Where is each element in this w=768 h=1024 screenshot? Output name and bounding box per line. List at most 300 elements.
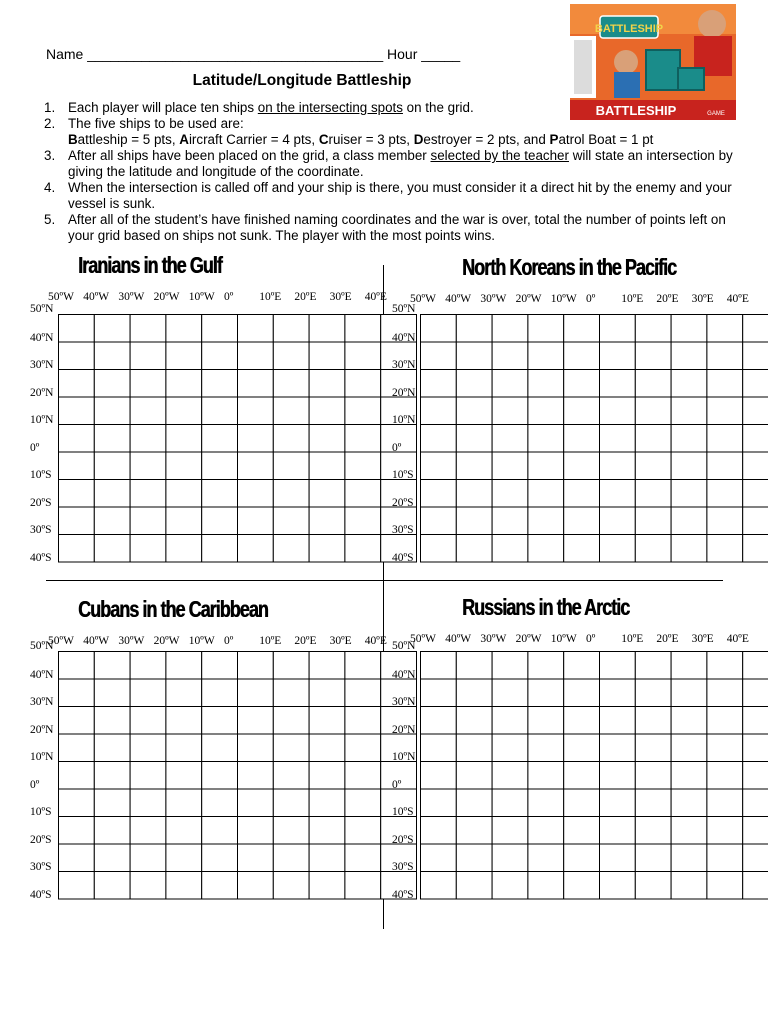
grid-cell[interactable] xyxy=(528,844,564,872)
grid-cell[interactable] xyxy=(130,762,166,790)
grid-cell[interactable] xyxy=(743,507,768,535)
grid-cell[interactable] xyxy=(456,789,492,817)
grid-cell[interactable] xyxy=(456,734,492,762)
grid-cell[interactable] xyxy=(421,315,457,343)
grid-cell[interactable] xyxy=(94,507,130,535)
grid-cell[interactable] xyxy=(59,507,95,535)
grid-cell[interactable] xyxy=(456,425,492,453)
grid-cell[interactable] xyxy=(345,844,381,872)
grid-cell[interactable] xyxy=(528,342,564,370)
grid-cell[interactable] xyxy=(59,707,95,735)
grid-cell[interactable] xyxy=(456,535,492,563)
grid-cell[interactable] xyxy=(130,817,166,845)
grid-cell[interactable] xyxy=(671,789,707,817)
grid-cell[interactable] xyxy=(528,507,564,535)
grid-cell[interactable] xyxy=(130,315,166,343)
grid-cell[interactable] xyxy=(166,370,202,398)
grid-cell[interactable] xyxy=(166,707,202,735)
grid-cell[interactable] xyxy=(421,342,457,370)
grid-cell[interactable] xyxy=(421,452,457,480)
grid-cell[interactable] xyxy=(743,425,768,453)
grid-cell[interactable] xyxy=(345,425,381,453)
grid-cell[interactable] xyxy=(635,844,671,872)
grid-cell[interactable] xyxy=(309,507,345,535)
grid-cell[interactable] xyxy=(309,817,345,845)
grid-cell[interactable] xyxy=(743,370,768,398)
grid-cell[interactable] xyxy=(166,817,202,845)
grid-cell[interactable] xyxy=(238,370,274,398)
grid-cell[interactable] xyxy=(635,507,671,535)
grid-cell[interactable] xyxy=(635,315,671,343)
grid-cell[interactable] xyxy=(202,652,238,680)
grid-cell[interactable] xyxy=(528,762,564,790)
grid-cell[interactable] xyxy=(743,872,768,900)
grid-cell[interactable] xyxy=(59,342,95,370)
grid-cell[interactable] xyxy=(59,315,95,343)
grid-cell[interactable] xyxy=(671,370,707,398)
grid-cell[interactable] xyxy=(309,480,345,508)
grid-cell[interactable] xyxy=(130,789,166,817)
grid-cell[interactable] xyxy=(130,535,166,563)
grid-cell[interactable] xyxy=(421,370,457,398)
grid-cell[interactable] xyxy=(671,425,707,453)
grid-cell[interactable] xyxy=(528,817,564,845)
grid-cell[interactable] xyxy=(635,707,671,735)
grid-cell[interactable] xyxy=(59,789,95,817)
grid-cell[interactable] xyxy=(635,762,671,790)
grid-cell[interactable] xyxy=(492,789,528,817)
grid-cell[interactable] xyxy=(130,844,166,872)
grid-cell[interactable] xyxy=(202,397,238,425)
grid-cell[interactable] xyxy=(456,844,492,872)
grid-cell[interactable] xyxy=(707,370,743,398)
grid-cell[interactable] xyxy=(130,342,166,370)
grid-cell[interactable] xyxy=(492,315,528,343)
grid-cell[interactable] xyxy=(166,397,202,425)
grid-cell[interactable] xyxy=(273,734,309,762)
grid-cell[interactable] xyxy=(600,342,636,370)
grid-cell[interactable] xyxy=(528,452,564,480)
grid-cell[interactable] xyxy=(635,872,671,900)
grid-cell[interactable] xyxy=(564,342,600,370)
grid-cell[interactable] xyxy=(238,452,274,480)
grid-cell[interactable] xyxy=(635,397,671,425)
grid-cell[interactable] xyxy=(94,535,130,563)
grid-cell[interactable] xyxy=(564,707,600,735)
grid-cell[interactable] xyxy=(94,817,130,845)
grid-cell[interactable] xyxy=(421,507,457,535)
grid-cell[interactable] xyxy=(707,342,743,370)
grid-cell[interactable] xyxy=(166,734,202,762)
grid-cell[interactable] xyxy=(421,480,457,508)
grid-cell[interactable] xyxy=(345,734,381,762)
grid-cell[interactable] xyxy=(130,507,166,535)
grid-cell[interactable] xyxy=(59,535,95,563)
grid-cell[interactable] xyxy=(202,789,238,817)
grid-cell[interactable] xyxy=(707,789,743,817)
grid-cell[interactable] xyxy=(456,652,492,680)
grid-cell[interactable] xyxy=(492,679,528,707)
grid-cell[interactable] xyxy=(166,315,202,343)
grid-cell[interactable] xyxy=(59,762,95,790)
grid-cell[interactable] xyxy=(273,762,309,790)
grid-cell[interactable] xyxy=(707,762,743,790)
grid-cell[interactable] xyxy=(671,734,707,762)
grid-cell[interactable] xyxy=(456,679,492,707)
grid-cell[interactable] xyxy=(166,507,202,535)
grid-cell[interactable] xyxy=(166,452,202,480)
grid-cell[interactable] xyxy=(456,480,492,508)
grid-cell[interactable] xyxy=(600,315,636,343)
grid-cell[interactable] xyxy=(671,535,707,563)
grid-cell[interactable] xyxy=(309,315,345,343)
name-blank[interactable]: ______________________________________ xyxy=(87,46,384,62)
grid-cell[interactable] xyxy=(166,844,202,872)
grid-cell[interactable] xyxy=(345,789,381,817)
grid-cell[interactable] xyxy=(492,817,528,845)
grid-cell[interactable] xyxy=(202,817,238,845)
grid-cell[interactable] xyxy=(743,342,768,370)
grid-cell[interactable] xyxy=(166,652,202,680)
grid-cell[interactable] xyxy=(202,480,238,508)
grid-cell[interactable] xyxy=(528,315,564,343)
grid-cell[interactable] xyxy=(600,425,636,453)
grid-cell[interactable] xyxy=(528,872,564,900)
grid-cell[interactable] xyxy=(59,452,95,480)
grid-cell[interactable] xyxy=(345,507,381,535)
grid-cell[interactable] xyxy=(528,535,564,563)
grid-cell[interactable] xyxy=(421,817,457,845)
grid-cell[interactable] xyxy=(492,425,528,453)
grid-cell[interactable] xyxy=(345,652,381,680)
grid-cell[interactable] xyxy=(94,652,130,680)
grid-cell[interactable] xyxy=(528,480,564,508)
grid-cell[interactable] xyxy=(492,535,528,563)
grid-cell[interactable] xyxy=(238,844,274,872)
grid-cell[interactable] xyxy=(564,817,600,845)
grid-cell[interactable] xyxy=(743,652,768,680)
grid-cell[interactable] xyxy=(238,315,274,343)
grid-cell[interactable] xyxy=(707,480,743,508)
grid-cell[interactable] xyxy=(456,370,492,398)
grid-cell[interactable] xyxy=(635,370,671,398)
grid-cell[interactable] xyxy=(130,734,166,762)
grid-cell[interactable] xyxy=(421,872,457,900)
grid-cell[interactable] xyxy=(94,397,130,425)
grid-cell[interactable] xyxy=(273,789,309,817)
grid-cell[interactable] xyxy=(202,425,238,453)
grid-cell[interactable] xyxy=(528,679,564,707)
grid-cell[interactable] xyxy=(130,452,166,480)
grid-cell[interactable] xyxy=(238,397,274,425)
grid-cell[interactable] xyxy=(345,370,381,398)
grid-cell[interactable] xyxy=(528,734,564,762)
grid-cell[interactable] xyxy=(345,679,381,707)
grid-cell[interactable] xyxy=(273,342,309,370)
grid-cell[interactable] xyxy=(202,679,238,707)
grid-cell[interactable] xyxy=(94,707,130,735)
grid-cell[interactable] xyxy=(309,397,345,425)
grid-cell[interactable] xyxy=(671,507,707,535)
grid-cell[interactable] xyxy=(273,507,309,535)
grid-cell[interactable] xyxy=(94,315,130,343)
grid-cell[interactable] xyxy=(273,817,309,845)
grid-cell[interactable] xyxy=(238,480,274,508)
grid-cell[interactable] xyxy=(492,507,528,535)
grid-cell[interactable] xyxy=(166,789,202,817)
grid-cell[interactable] xyxy=(421,734,457,762)
grid-cell[interactable] xyxy=(309,342,345,370)
grid-cell[interactable] xyxy=(309,734,345,762)
grid-cell[interactable] xyxy=(202,315,238,343)
grid-cell[interactable] xyxy=(273,315,309,343)
grid-cell[interactable] xyxy=(456,507,492,535)
grid-cell[interactable] xyxy=(59,734,95,762)
grid-cell[interactable] xyxy=(707,872,743,900)
grid-cell[interactable] xyxy=(671,342,707,370)
grid-cell[interactable] xyxy=(707,315,743,343)
grid-cell[interactable] xyxy=(94,425,130,453)
grid-cell[interactable] xyxy=(707,452,743,480)
grid-cell[interactable] xyxy=(273,480,309,508)
grid-cell[interactable] xyxy=(671,707,707,735)
grid-cell[interactable] xyxy=(238,817,274,845)
grid-cell[interactable] xyxy=(94,370,130,398)
grid-cell[interactable] xyxy=(421,707,457,735)
grid-cell[interactable] xyxy=(456,817,492,845)
grid-cell[interactable] xyxy=(94,789,130,817)
grid-cell[interactable] xyxy=(238,679,274,707)
grid-cell[interactable] xyxy=(492,342,528,370)
grid-cell[interactable] xyxy=(528,707,564,735)
grid-cell[interactable] xyxy=(166,872,202,900)
grid-cell[interactable] xyxy=(273,397,309,425)
grid-cell[interactable] xyxy=(94,762,130,790)
grid-cell[interactable] xyxy=(309,789,345,817)
grid-cell[interactable] xyxy=(309,535,345,563)
grid-cell[interactable] xyxy=(707,679,743,707)
grid-cell[interactable] xyxy=(492,480,528,508)
grid-cell[interactable] xyxy=(600,707,636,735)
grid-cell[interactable] xyxy=(635,679,671,707)
grid-cell[interactable] xyxy=(635,734,671,762)
grid-cell[interactable] xyxy=(273,535,309,563)
grid-cell[interactable] xyxy=(238,872,274,900)
grid-cell[interactable] xyxy=(564,480,600,508)
grid-cell[interactable] xyxy=(600,397,636,425)
grid-cell[interactable] xyxy=(600,652,636,680)
grid-cell[interactable] xyxy=(707,507,743,535)
grid-cell[interactable] xyxy=(421,397,457,425)
grid-cell[interactable] xyxy=(345,397,381,425)
grid-cell[interactable] xyxy=(273,707,309,735)
grid-cell[interactable] xyxy=(166,480,202,508)
grid-cell[interactable] xyxy=(492,762,528,790)
grid-cell[interactable] xyxy=(345,707,381,735)
grid-cell[interactable] xyxy=(743,789,768,817)
grid-cell[interactable] xyxy=(309,872,345,900)
grid-cell[interactable] xyxy=(564,789,600,817)
grid-cell[interactable] xyxy=(707,734,743,762)
grid-cell[interactable] xyxy=(564,315,600,343)
grid-cell[interactable] xyxy=(743,762,768,790)
grid-cell[interactable] xyxy=(238,507,274,535)
grid-cell[interactable] xyxy=(492,452,528,480)
grid-cell[interactable] xyxy=(166,342,202,370)
hour-blank[interactable]: _____ xyxy=(421,46,461,62)
grid-cell[interactable] xyxy=(202,342,238,370)
grid-cell[interactable] xyxy=(743,844,768,872)
grid-cell[interactable] xyxy=(671,480,707,508)
grid-cell[interactable] xyxy=(59,425,95,453)
grid-cell[interactable] xyxy=(202,844,238,872)
grid-cell[interactable] xyxy=(59,370,95,398)
grid-cell[interactable] xyxy=(273,425,309,453)
grid-cell[interactable] xyxy=(492,397,528,425)
grid-cell[interactable] xyxy=(345,452,381,480)
grid-cell[interactable] xyxy=(564,397,600,425)
grid-cell[interactable] xyxy=(59,397,95,425)
grid-cell[interactable] xyxy=(743,679,768,707)
grid-cell[interactable] xyxy=(564,652,600,680)
grid-cell[interactable] xyxy=(743,817,768,845)
grid-cell[interactable] xyxy=(492,370,528,398)
grid-cell[interactable] xyxy=(202,370,238,398)
grid-cell[interactable] xyxy=(345,315,381,343)
grid-cell[interactable] xyxy=(564,844,600,872)
grid-cell[interactable] xyxy=(564,507,600,535)
grid-cell[interactable] xyxy=(635,789,671,817)
grid-cell[interactable] xyxy=(421,762,457,790)
grid-cell[interactable] xyxy=(564,425,600,453)
grid-cell[interactable] xyxy=(345,762,381,790)
grid-cell[interactable] xyxy=(528,397,564,425)
grid-cell[interactable] xyxy=(707,397,743,425)
grid-cell[interactable] xyxy=(743,535,768,563)
grid-cell[interactable] xyxy=(345,872,381,900)
grid-cell[interactable] xyxy=(94,480,130,508)
grid-cell[interactable] xyxy=(671,844,707,872)
grid-cell[interactable] xyxy=(345,480,381,508)
grid-cell[interactable] xyxy=(456,707,492,735)
grid-cell[interactable] xyxy=(166,425,202,453)
grid-cell[interactable] xyxy=(130,370,166,398)
grid-cell[interactable] xyxy=(421,679,457,707)
grid-cell[interactable] xyxy=(707,425,743,453)
grid-cell[interactable] xyxy=(564,452,600,480)
grid-cell[interactable] xyxy=(309,370,345,398)
grid-cell[interactable] xyxy=(238,535,274,563)
grid-cell[interactable] xyxy=(238,652,274,680)
grid-cell[interactable] xyxy=(273,679,309,707)
grid-cell[interactable] xyxy=(707,535,743,563)
grid-cell[interactable] xyxy=(309,762,345,790)
grid-cell[interactable] xyxy=(94,342,130,370)
grid-cell[interactable] xyxy=(202,452,238,480)
grid-cell[interactable] xyxy=(59,844,95,872)
grid-cell[interactable] xyxy=(94,679,130,707)
grid-cell[interactable] xyxy=(600,507,636,535)
grid-cell[interactable] xyxy=(528,425,564,453)
grid-cell[interactable] xyxy=(202,872,238,900)
grid-cell[interactable] xyxy=(671,652,707,680)
grid-cell[interactable] xyxy=(273,844,309,872)
grid-cell[interactable] xyxy=(743,452,768,480)
grid-cell[interactable] xyxy=(600,762,636,790)
grid-cell[interactable] xyxy=(238,425,274,453)
grid-cell[interactable] xyxy=(456,342,492,370)
grid-cell[interactable] xyxy=(309,652,345,680)
grid-cell[interactable] xyxy=(421,535,457,563)
grid-cell[interactable] xyxy=(456,872,492,900)
grid-cell[interactable] xyxy=(421,425,457,453)
grid-cell[interactable] xyxy=(273,370,309,398)
grid-cell[interactable] xyxy=(600,370,636,398)
grid-cell[interactable] xyxy=(309,452,345,480)
grid-cell[interactable] xyxy=(202,734,238,762)
grid-cell[interactable] xyxy=(345,817,381,845)
grid-cell[interactable] xyxy=(309,679,345,707)
grid-cell[interactable] xyxy=(671,452,707,480)
grid-cell[interactable] xyxy=(345,342,381,370)
grid-cell[interactable] xyxy=(130,397,166,425)
grid-cell[interactable] xyxy=(671,817,707,845)
grid-cell[interactable] xyxy=(600,679,636,707)
grid-cell[interactable] xyxy=(202,507,238,535)
grid-cell[interactable] xyxy=(130,425,166,453)
grid-cell[interactable] xyxy=(635,652,671,680)
grid-cell[interactable] xyxy=(238,734,274,762)
grid-cell[interactable] xyxy=(600,872,636,900)
grid-cell[interactable] xyxy=(309,844,345,872)
grid-cell[interactable] xyxy=(202,762,238,790)
grid-cell[interactable] xyxy=(492,844,528,872)
grid-cell[interactable] xyxy=(671,397,707,425)
grid-cell[interactable] xyxy=(202,535,238,563)
grid-cell[interactable] xyxy=(707,707,743,735)
grid-cell[interactable] xyxy=(743,734,768,762)
grid-cell[interactable] xyxy=(528,370,564,398)
grid-cell[interactable] xyxy=(528,789,564,817)
grid-cell[interactable] xyxy=(600,734,636,762)
grid-cell[interactable] xyxy=(456,762,492,790)
grid-cell[interactable] xyxy=(564,679,600,707)
grid-cell[interactable] xyxy=(492,652,528,680)
grid-cell[interactable] xyxy=(707,652,743,680)
grid-cell[interactable] xyxy=(59,480,95,508)
grid-cell[interactable] xyxy=(273,452,309,480)
grid-cell[interactable] xyxy=(59,679,95,707)
grid-cell[interactable] xyxy=(635,480,671,508)
grid-cell[interactable] xyxy=(492,872,528,900)
grid-cell[interactable] xyxy=(130,872,166,900)
grid-cell[interactable] xyxy=(707,817,743,845)
grid-cell[interactable] xyxy=(166,762,202,790)
grid-cell[interactable] xyxy=(202,707,238,735)
grid-cell[interactable] xyxy=(635,425,671,453)
grid-cell[interactable] xyxy=(309,425,345,453)
grid-cell[interactable] xyxy=(421,844,457,872)
grid-cell[interactable] xyxy=(238,789,274,817)
grid-cell[interactable] xyxy=(600,789,636,817)
grid-cell[interactable] xyxy=(600,817,636,845)
grid-cell[interactable] xyxy=(456,397,492,425)
grid-cell[interactable] xyxy=(600,844,636,872)
grid-cell[interactable] xyxy=(671,762,707,790)
grid-cell[interactable] xyxy=(671,315,707,343)
grid-cell[interactable] xyxy=(94,734,130,762)
grid-cell[interactable] xyxy=(273,652,309,680)
